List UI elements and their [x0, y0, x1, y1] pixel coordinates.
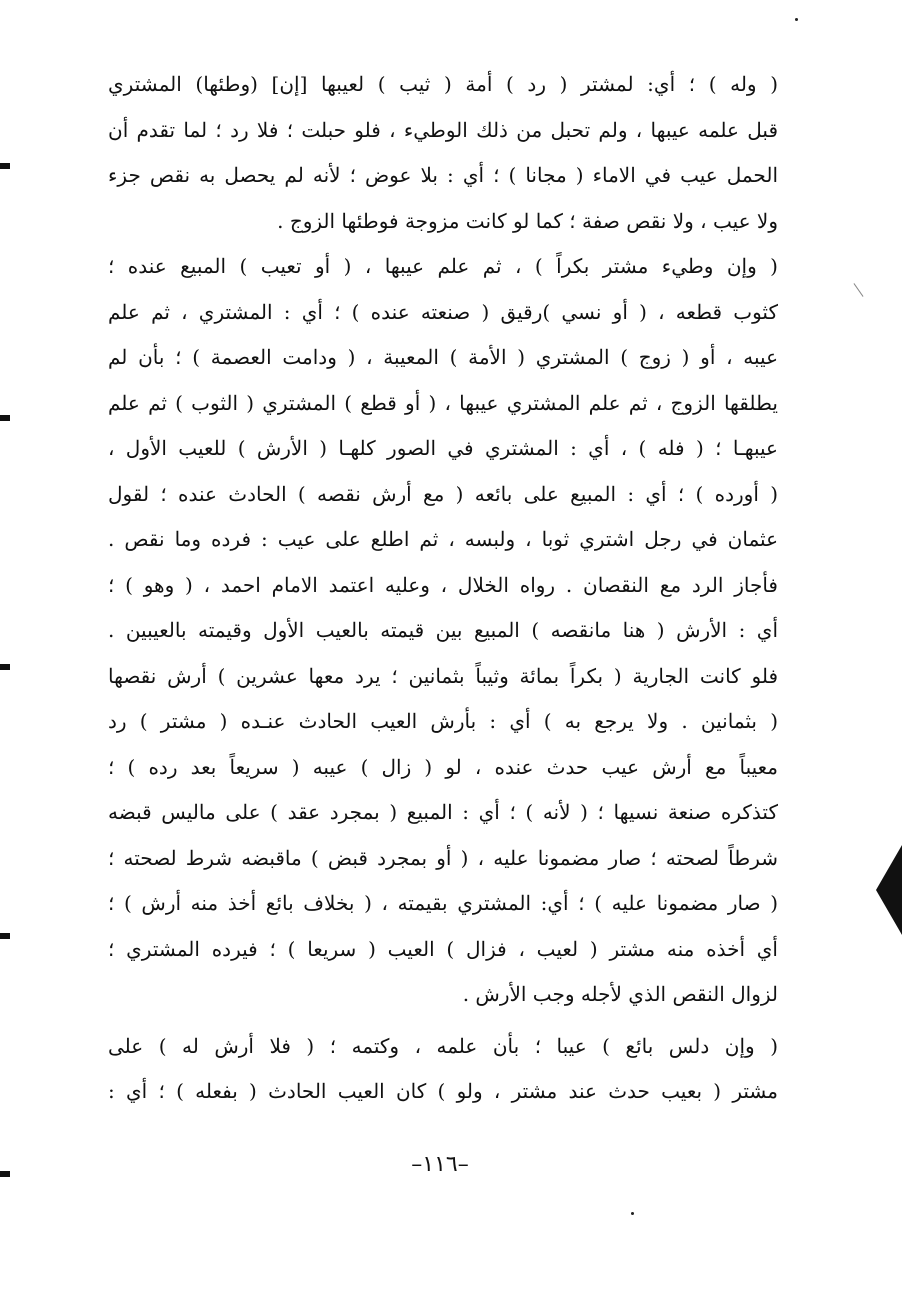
text-line: ( صار مضمونا عليه ) ؛ أي: المشتري بقيمته ، ( بخلاف بائع أخذ منه أرش ) ؛: [108, 891, 778, 915]
binding-mark: [0, 933, 10, 939]
text-line: كتذكره صنعة نسيها ؛ ( لأنه ) ؛ أي : المبيع ( بمجرد عقد ) على ماليس قبضه: [108, 800, 778, 824]
text-line: قبل علمه عيبها ، ولم تحبل من ذلك الوطيء ، فلو حبلت ؛ فلا رد ؛ لما تقدم أن: [108, 117, 778, 142]
scan-speck: [795, 18, 798, 21]
body-text: [108, 62, 778, 1115]
text-line: يطلقها الزوج ، ثم علم المشتري عيبها ، ( أو قطع ) المشتري ( الثوب ) ثم علم: [108, 390, 778, 415]
text-line: كثوب قطعه ، ( أو نسي )رقيق ( صنعته عنده ) ؛ أي : المشتري ، ثم علم: [108, 299, 778, 324]
text-line: ( وله ) ؛ أي: لمشتر ( رد ) أمة ( ثيب ) لعيبها [إن] (وطئها) المشتري: [108, 72, 778, 96]
text-line: أي أخذه منه مشتر ( لعيب ، فزال ) العيب ( سريعا ) ؛ فيرده المشتري ؛: [108, 936, 778, 961]
text-line: عثمان في رجل اشتري ثوبا ، ولبسه ، ثم اطلع على عيب : فرده وما نقص .: [108, 527, 778, 551]
text-line: ( بثمانين . ولا يرجع به ) أي : بأرش العيب الحادث عنـده ( مشتر ) رد: [108, 709, 778, 733]
binding-mark: [0, 664, 10, 670]
text-line: عيبهـا ؛ ( فله ) ، أي : المشتري في الصور كلهـا ( الأرش ) للعيب الأول ،: [108, 436, 778, 460]
text-line: أي : الأرش ( هنا مانقصه ) المبيع بين قيمته بالعيب الأول وقيمته بالعيبين .: [108, 618, 778, 642]
binding-mark: [0, 415, 10, 421]
page-number: –١١٦–: [411, 1152, 469, 1177]
binding-mark: [0, 1171, 10, 1177]
text-line: عيبه ، أو ( زوج ) المشتري ( الأمة ) المعيبة ، ( ودامت العصمة ) ؛ بأن لم: [108, 345, 778, 369]
binding-mark: [0, 163, 10, 169]
text-line: ( وإن دلس بائع ) عيبا ؛ بأن علمه ، وكتمه ؛ ( فلا أرش له ) على: [108, 1033, 778, 1058]
scan-edge-shadow: [876, 845, 902, 935]
scan-scratch: [854, 283, 864, 297]
text-line: ( أورده ) ؛ أي : المبيع على بائعه ( مع أرش نقصه ) الحادث عنده ؛ لقول: [108, 481, 778, 506]
text-line: الحمل عيب في الاماء ( مجانا ) ؛ أي : بلا عوض ؛ لأنه لم يحصل به نقص جزء: [108, 163, 778, 187]
text-line: لزوال النقص الذي لأجله وجب الأرش .: [462, 982, 778, 1006]
text-line: ولا عيب ، ولا نقص صفة ؛ كما لو كانت مزوجة فوطئها الزوج .: [277, 208, 778, 233]
text-line: ( وإن وطيء مشتر بكراً ) ، ثم علم عيبها ، ( أو تعيب ) المبيع عنده ؛: [108, 254, 778, 278]
text-line: فلو كانت الجارية ( بكراً بمائة وثيباً بثمانين ؛ يرد معها عشرين ) أرش نقصها: [108, 663, 778, 688]
text-line: فأجاز الرد مع النقصان . رواه الخلال ، وعليه اعتمد الامام احمد ، ( وهو ) ؛: [108, 572, 778, 597]
text-line: مشتر ( بعيب حدث عند مشتر ، ولو ) كان العيب الحادث ( بفعله ) ؛ أي :: [108, 1079, 778, 1103]
text-line: شرطاً لصحته ؛ صار مضمونا عليه ، ( أو بمجرد قبض ) ماقبضه شرط لصحته ؛: [108, 845, 778, 870]
text-line: معيباً مع أرش عيب حدث عنده ، لو ( زال ) عيبه ( سريعاً بعد رده ) ؛: [108, 754, 778, 779]
scan-speck: [631, 1212, 634, 1215]
